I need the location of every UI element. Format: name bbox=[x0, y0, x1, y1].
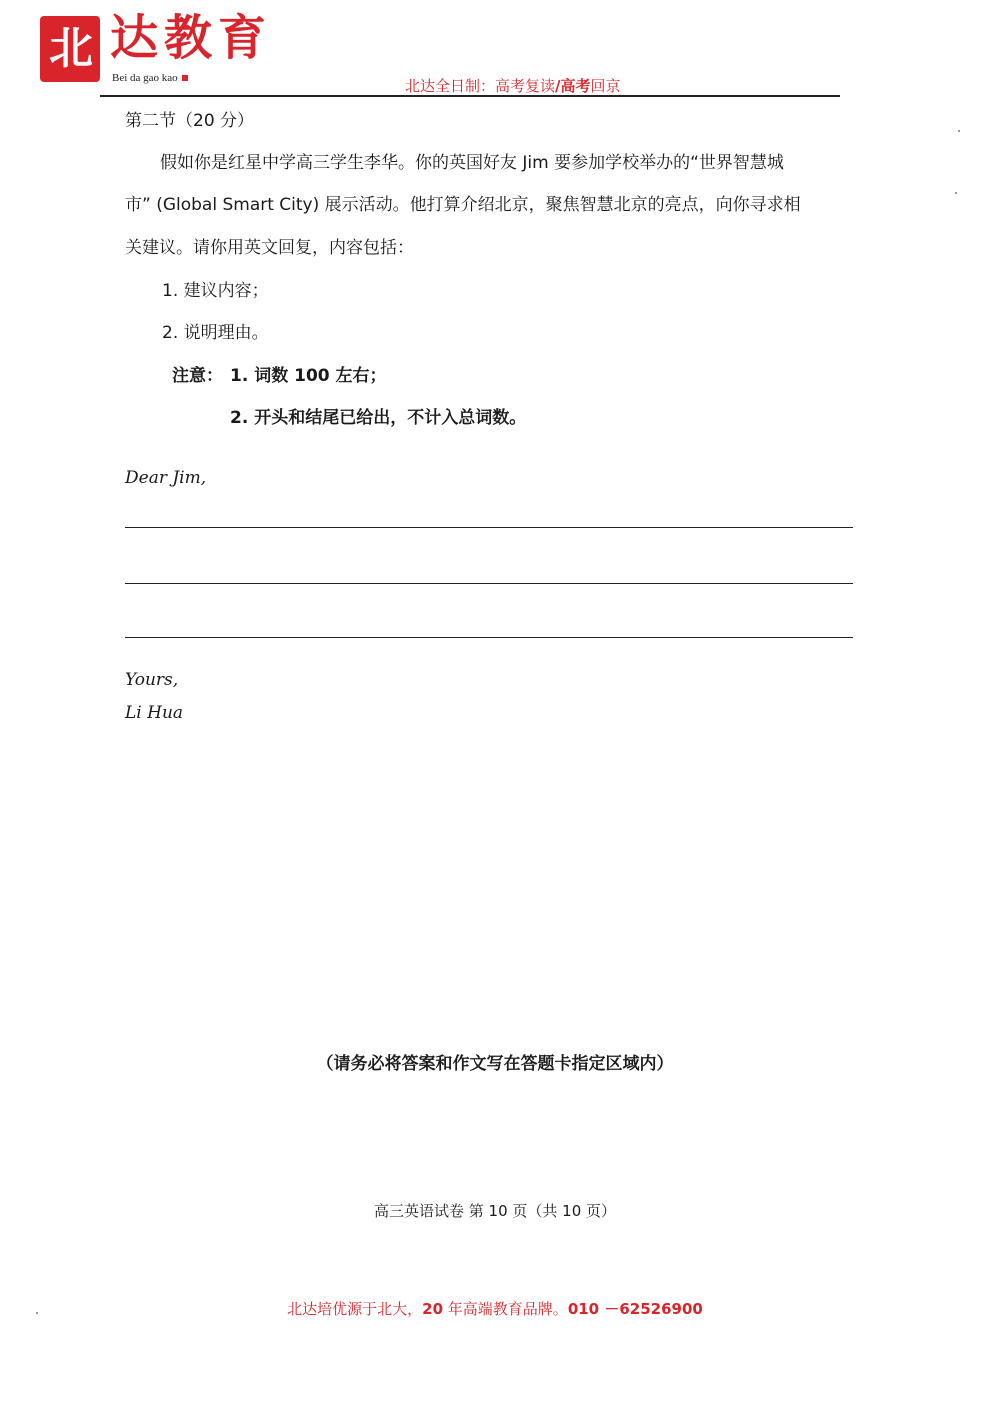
scan-speck bbox=[36, 1312, 38, 1314]
writing-line-1 bbox=[125, 527, 853, 528]
content-item-2: 2. 说明理由。 bbox=[162, 323, 269, 343]
prompt-line-3: 关建议。请你用英文回复，内容包括： bbox=[125, 238, 414, 258]
letter-closing: Yours, bbox=[125, 670, 179, 690]
header-divider bbox=[100, 95, 840, 97]
answer-sheet-reminder: （请务必将答案和作文写在答题卡指定区域内） bbox=[316, 1054, 674, 1074]
writing-line-3 bbox=[125, 637, 853, 638]
letter-signature: Li Hua bbox=[125, 703, 184, 723]
prompt-line-1: 假如你是红星中学高三学生李华。你的英国好友 Jim 要参加学校举办的“世界智慧城 bbox=[160, 153, 784, 173]
logo-char: 北 bbox=[49, 23, 91, 74]
scan-speck bbox=[958, 130, 960, 132]
note-item-1: 1. 词数 100 左右； bbox=[230, 366, 387, 386]
section-title: 第二节（20 分） bbox=[125, 111, 255, 131]
note-item-2: 2. 开头和结尾已给出，不计入总词数。 bbox=[230, 408, 527, 428]
logo-square-icon bbox=[182, 75, 188, 81]
scan-speck bbox=[955, 192, 957, 194]
prompt-line-2: 市” (Global Smart City) 展示活动。他打算介绍北京，聚焦智慧北京的亮点，向你寻求相 bbox=[125, 195, 801, 215]
page-footer: 高三英语试卷 第 10 页（共 10 页） bbox=[373, 1202, 616, 1220]
logo-wordmark: 达教育 bbox=[110, 10, 273, 66]
letter-greeting: Dear Jim, bbox=[125, 468, 207, 488]
header-tagline: 北达全日制：高考复读/高考回京 bbox=[405, 77, 621, 95]
writing-line-2 bbox=[125, 583, 853, 584]
content-item-1: 1. 建议内容； bbox=[162, 281, 269, 301]
logo-pinyin: Bei da gao kao bbox=[112, 72, 188, 84]
notes-label: 注意： bbox=[172, 366, 223, 386]
logo-mark bbox=[40, 16, 100, 82]
promo-footer: 北达培优源于北大，20 年高端教育品牌。010 －62526900 bbox=[287, 1300, 703, 1318]
